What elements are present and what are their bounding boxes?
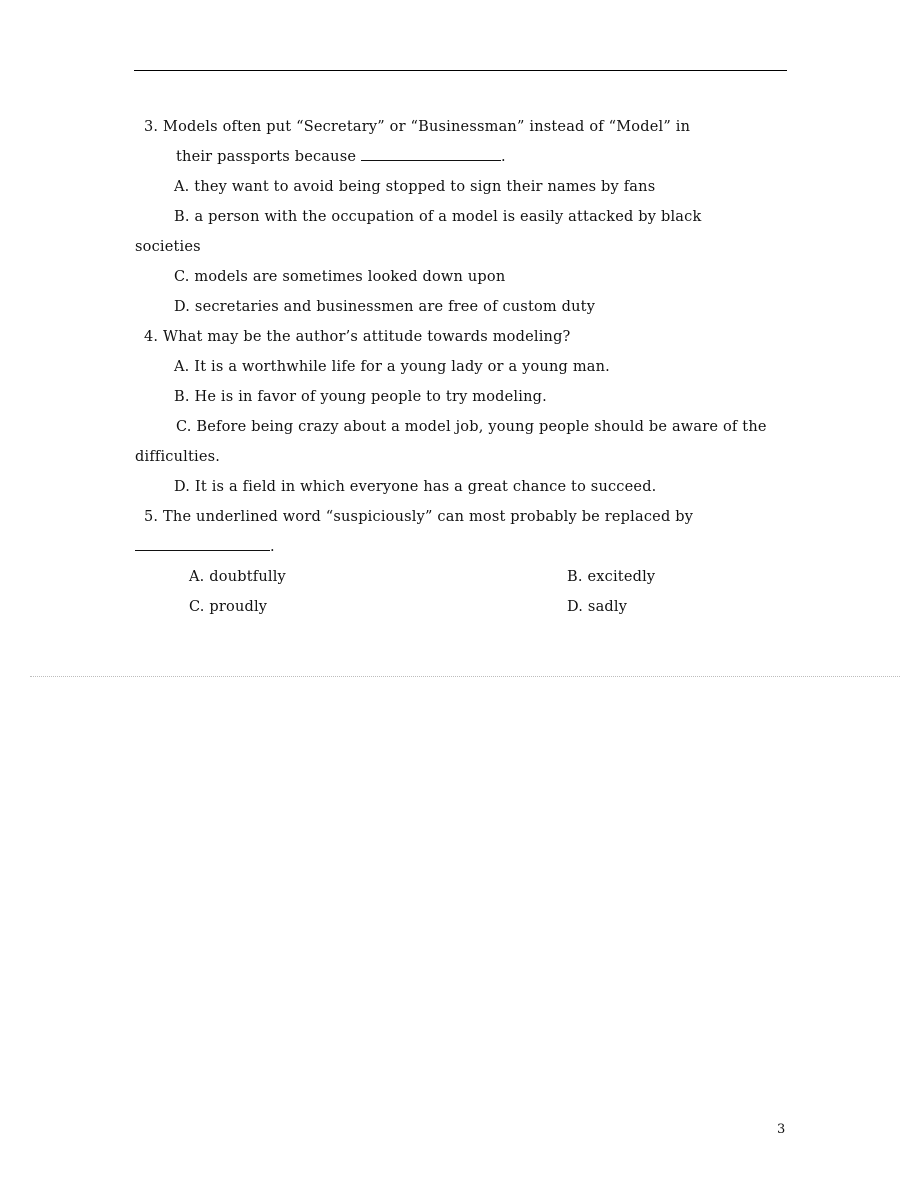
q5-stem: 5. The underlined word “suspiciously” can most probably be replaced by: [144, 509, 694, 525]
q3-option-b-line1: B. a person with the occupation of a model is easily attacked by black: [174, 209, 702, 225]
q4-stem: 4. What may be the author’s attitude towards modeling?: [144, 329, 571, 345]
q5-blank-line: [135, 538, 275, 556]
q5-blank-period: .: [270, 539, 275, 555]
q5-option-b: B. excitedly: [567, 569, 656, 585]
q3-option-b-line2: societies: [135, 239, 201, 255]
q4-option-c-line2: difficulties.: [135, 449, 221, 465]
q5-option-a: A. doubtfully: [189, 569, 286, 585]
q4-option-b: B. He is in favor of young people to try modeling.: [174, 389, 547, 405]
answer-blank: [135, 538, 270, 551]
q3-option-d: D. secretaries and businessmen are free of custom duty: [174, 299, 596, 315]
q3-stem-period: .: [500, 149, 506, 165]
q3-option-c: C. models are sometimes looked down upon: [174, 269, 506, 285]
q3-stem-line1: 3. Models often put “Secretary” or “Businessman” instead of “Model” in: [144, 119, 691, 135]
q4-option-d: D. It is a field in which everyone has a great chance to succeed.: [174, 479, 657, 495]
q4-option-a: A. It is a worthwhile life for a young lady or a young man.: [174, 359, 610, 375]
page-number: 3: [777, 1122, 786, 1137]
section-divider: [30, 676, 900, 677]
q5-option-d: D. sadly: [567, 599, 628, 615]
q3-option-a: A. they want to avoid being stopped to sign their names by fans: [174, 179, 656, 195]
q5-option-c: C. proudly: [189, 599, 268, 615]
q3-stem-line2: [176, 148, 506, 166]
header-rule: [134, 70, 787, 71]
q4-option-c-line1: C. Before being crazy about a model job, young people should be aware of the: [176, 419, 767, 435]
q3-stem-text: their passports because: [176, 149, 361, 165]
answer-blank: [361, 148, 501, 161]
